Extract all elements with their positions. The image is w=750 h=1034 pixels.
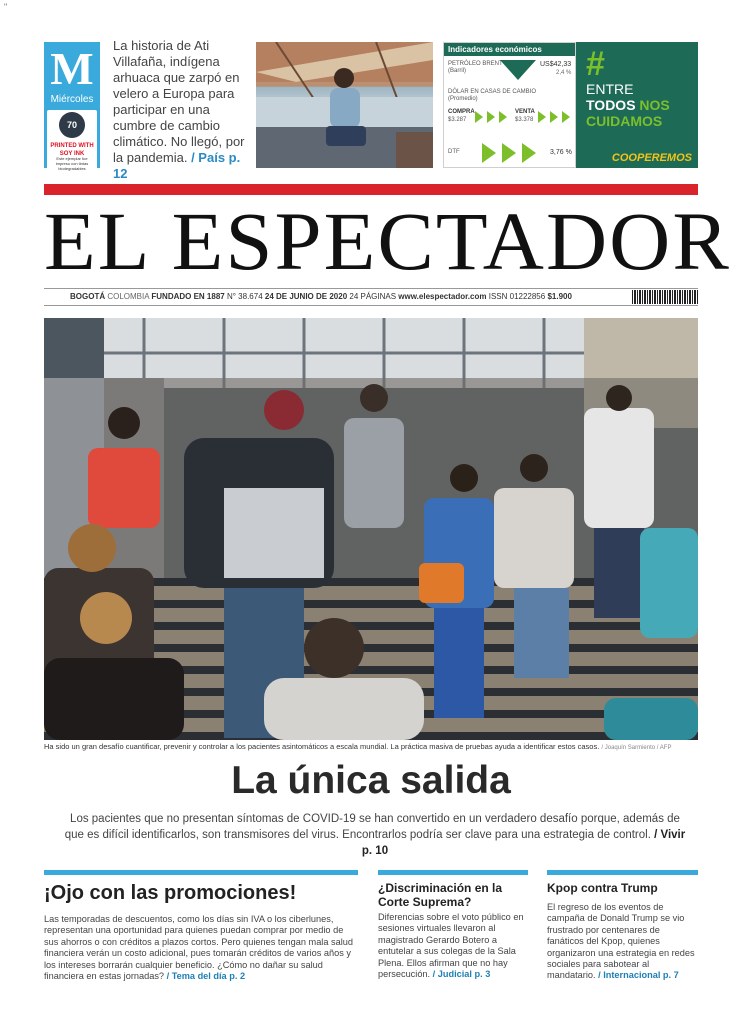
venta-label: VENTA [515,109,535,115]
column-ref-link[interactable]: / Internacional p. 7 [598,970,679,981]
cooperemos-logo: COOPEREMOS [611,152,692,164]
founded: FUNDADO EN 1887 [151,292,225,301]
promo-line-2 [586,98,670,113]
day-name: Miércoles [50,94,94,105]
website-link[interactable]: www.elespectador.com [398,292,487,301]
main-headline[interactable]: La única salida [231,759,511,802]
date-block [44,42,100,171]
column-body-text: El regreso de los eventos de campaña de Donald Trump se vio frustrado por centenares de fanáticos del Kpop, quienes organizaron una estrategia en redes sociales para sabotear al mandatario. [547,902,695,981]
column-accent-bar [44,870,358,875]
right-arrow-icon [522,143,536,163]
column-accent-bar [547,870,698,875]
column-body [547,902,698,982]
dolar-sub: (Promedio) [448,96,478,102]
story-column-kpop [547,870,698,982]
barcode-icon [632,290,698,304]
promo-line-3: CUIDAMOS [586,113,663,129]
main-story-photo[interactable] [44,318,698,740]
right-arrow-icon [550,111,558,123]
day-letter: M [50,43,94,94]
right-arrow-icon [475,111,483,123]
teaser-story[interactable] [113,38,249,182]
photo-caption [44,742,698,751]
column-ref-link[interactable]: / Tema del día p. 2 [166,971,246,982]
column-title[interactable]: ¡Ojo con las promociones! [44,882,297,904]
corner-mark: " [4,2,8,12]
down-arrow-icon [500,60,536,80]
column-body-text: Diferencias sobre el voto público en sesiones virtuales llevaron al magistrado Gerardo Botero a entutelar a sus colegas de la Sala Plena. Ellos afirman que no hay persecución. [378,912,524,980]
city: BOGOTÁ [70,292,106,301]
issue-number: N° 38.674 [226,292,263,301]
teaser-photo[interactable] [256,42,433,168]
soy-ink-fine-print: Este ejemplar fue impreso con tintas biodegradables [55,156,89,171]
teaser-ref-link[interactable]: / País p. 12 [113,150,241,181]
brent-change: 2,4 % [556,70,572,76]
sailboat-woman-image [256,42,433,168]
column-ref-link[interactable]: / Judicial p. 3 [432,969,491,980]
column-accent-bar [378,870,528,875]
right-arrow-icon [487,111,495,123]
caption-text: Ha sido un gran desafío cuantificar, prevenir y controlar a los pacientes asintomáticos a escala mundial. La práctica masiva de pruebas ayuda a identificar estos casos. [44,742,600,751]
brent-value: US$42,33 [540,61,572,68]
page-count: 24 PÁGINAS [349,292,397,301]
compra-label: COMPRA [448,109,475,115]
issue-date: 24 DE JUNIO DE 2020 [264,292,348,301]
promo-line-1: ENTRE [586,81,634,97]
economic-indicators [443,42,576,168]
compra-value: $3.287 [448,117,467,123]
issn: ISSN 01222856 [488,292,546,301]
right-arrow-icon [499,111,507,123]
anniversary-badge [47,110,97,172]
column-title[interactable]: ¿Discriminación en la Corte Suprema? [378,881,503,909]
hashtag-icon: # [586,45,605,83]
indicators-title: Indicadores económicos [444,43,575,56]
right-arrow-icon [502,143,516,163]
right-arrow-icon [562,111,570,123]
column-body [44,914,358,982]
dtf-label: DTF [448,149,460,155]
right-arrow-icon [538,111,546,123]
soy-ink-label: PRINTED WITH SOY INK [50,143,94,157]
promo-line-2b: NOS [639,97,670,113]
brent-sub: (Barril) [448,68,466,74]
story-column-court [378,870,528,980]
campaign-promo[interactable] [576,42,698,168]
brent-label: PETRÓLEO BRENT [448,61,503,67]
price: $1.900 [547,292,572,301]
issue-info-bar [44,288,698,306]
main-lede [60,811,690,859]
dolar-label: DÓLAR EN CASAS DE CAMBIO [448,89,537,95]
country: COLOMBIA [107,292,150,301]
masthead-red-rule [44,184,698,195]
story-column-promotions [44,870,358,982]
venta-value: $3.378 [515,117,534,123]
lede-ref-link[interactable]: / Vivir p. 10 [361,829,686,857]
newspaper-masthead: EL ESPECTADOR [44,195,731,287]
column-body-text: Las temporadas de descuentos, como los días sin IVA o los ciberlunes, representan una oportunidad para quienes puedan comprar por medio de sus ahorros o con créditos a plazos cortos. Pero quienes tengan mala salud financiera verán un costo adicional, pues tomarán créditos de varios años y los intereses borrarán cualquier beneficio. ¿Cómo no dañar su salud financiera en estas jornadas? [44,914,353,982]
dtf-value: 3,76 % [550,149,572,156]
anniversary-seal-icon: 70 [59,112,85,138]
crowd-on-stairs-image [44,318,698,740]
column-body [378,912,528,980]
teaser-text: La historia de Ati Villafaña, indígena arhuaca que zarpó en velero a Europa para participar en una cumbre de cambio climático. No llegó, por la pandemia. [113,38,245,165]
promo-line-2a: TODOS [586,97,636,113]
photo-credit: / Joaquín Sarmiento / AFP [601,745,672,751]
column-title[interactable]: Kpop contra Trump [547,881,658,895]
right-arrow-icon [482,143,496,163]
lede-text: Los pacientes que no presentan síntomas de COVID-19 se han convertido en un verdadero desafío porque, además de que es difícil identificarlos, son transmisores del virus. Encontrarlos podría ser clave para una estrategia de control. [64,813,680,841]
